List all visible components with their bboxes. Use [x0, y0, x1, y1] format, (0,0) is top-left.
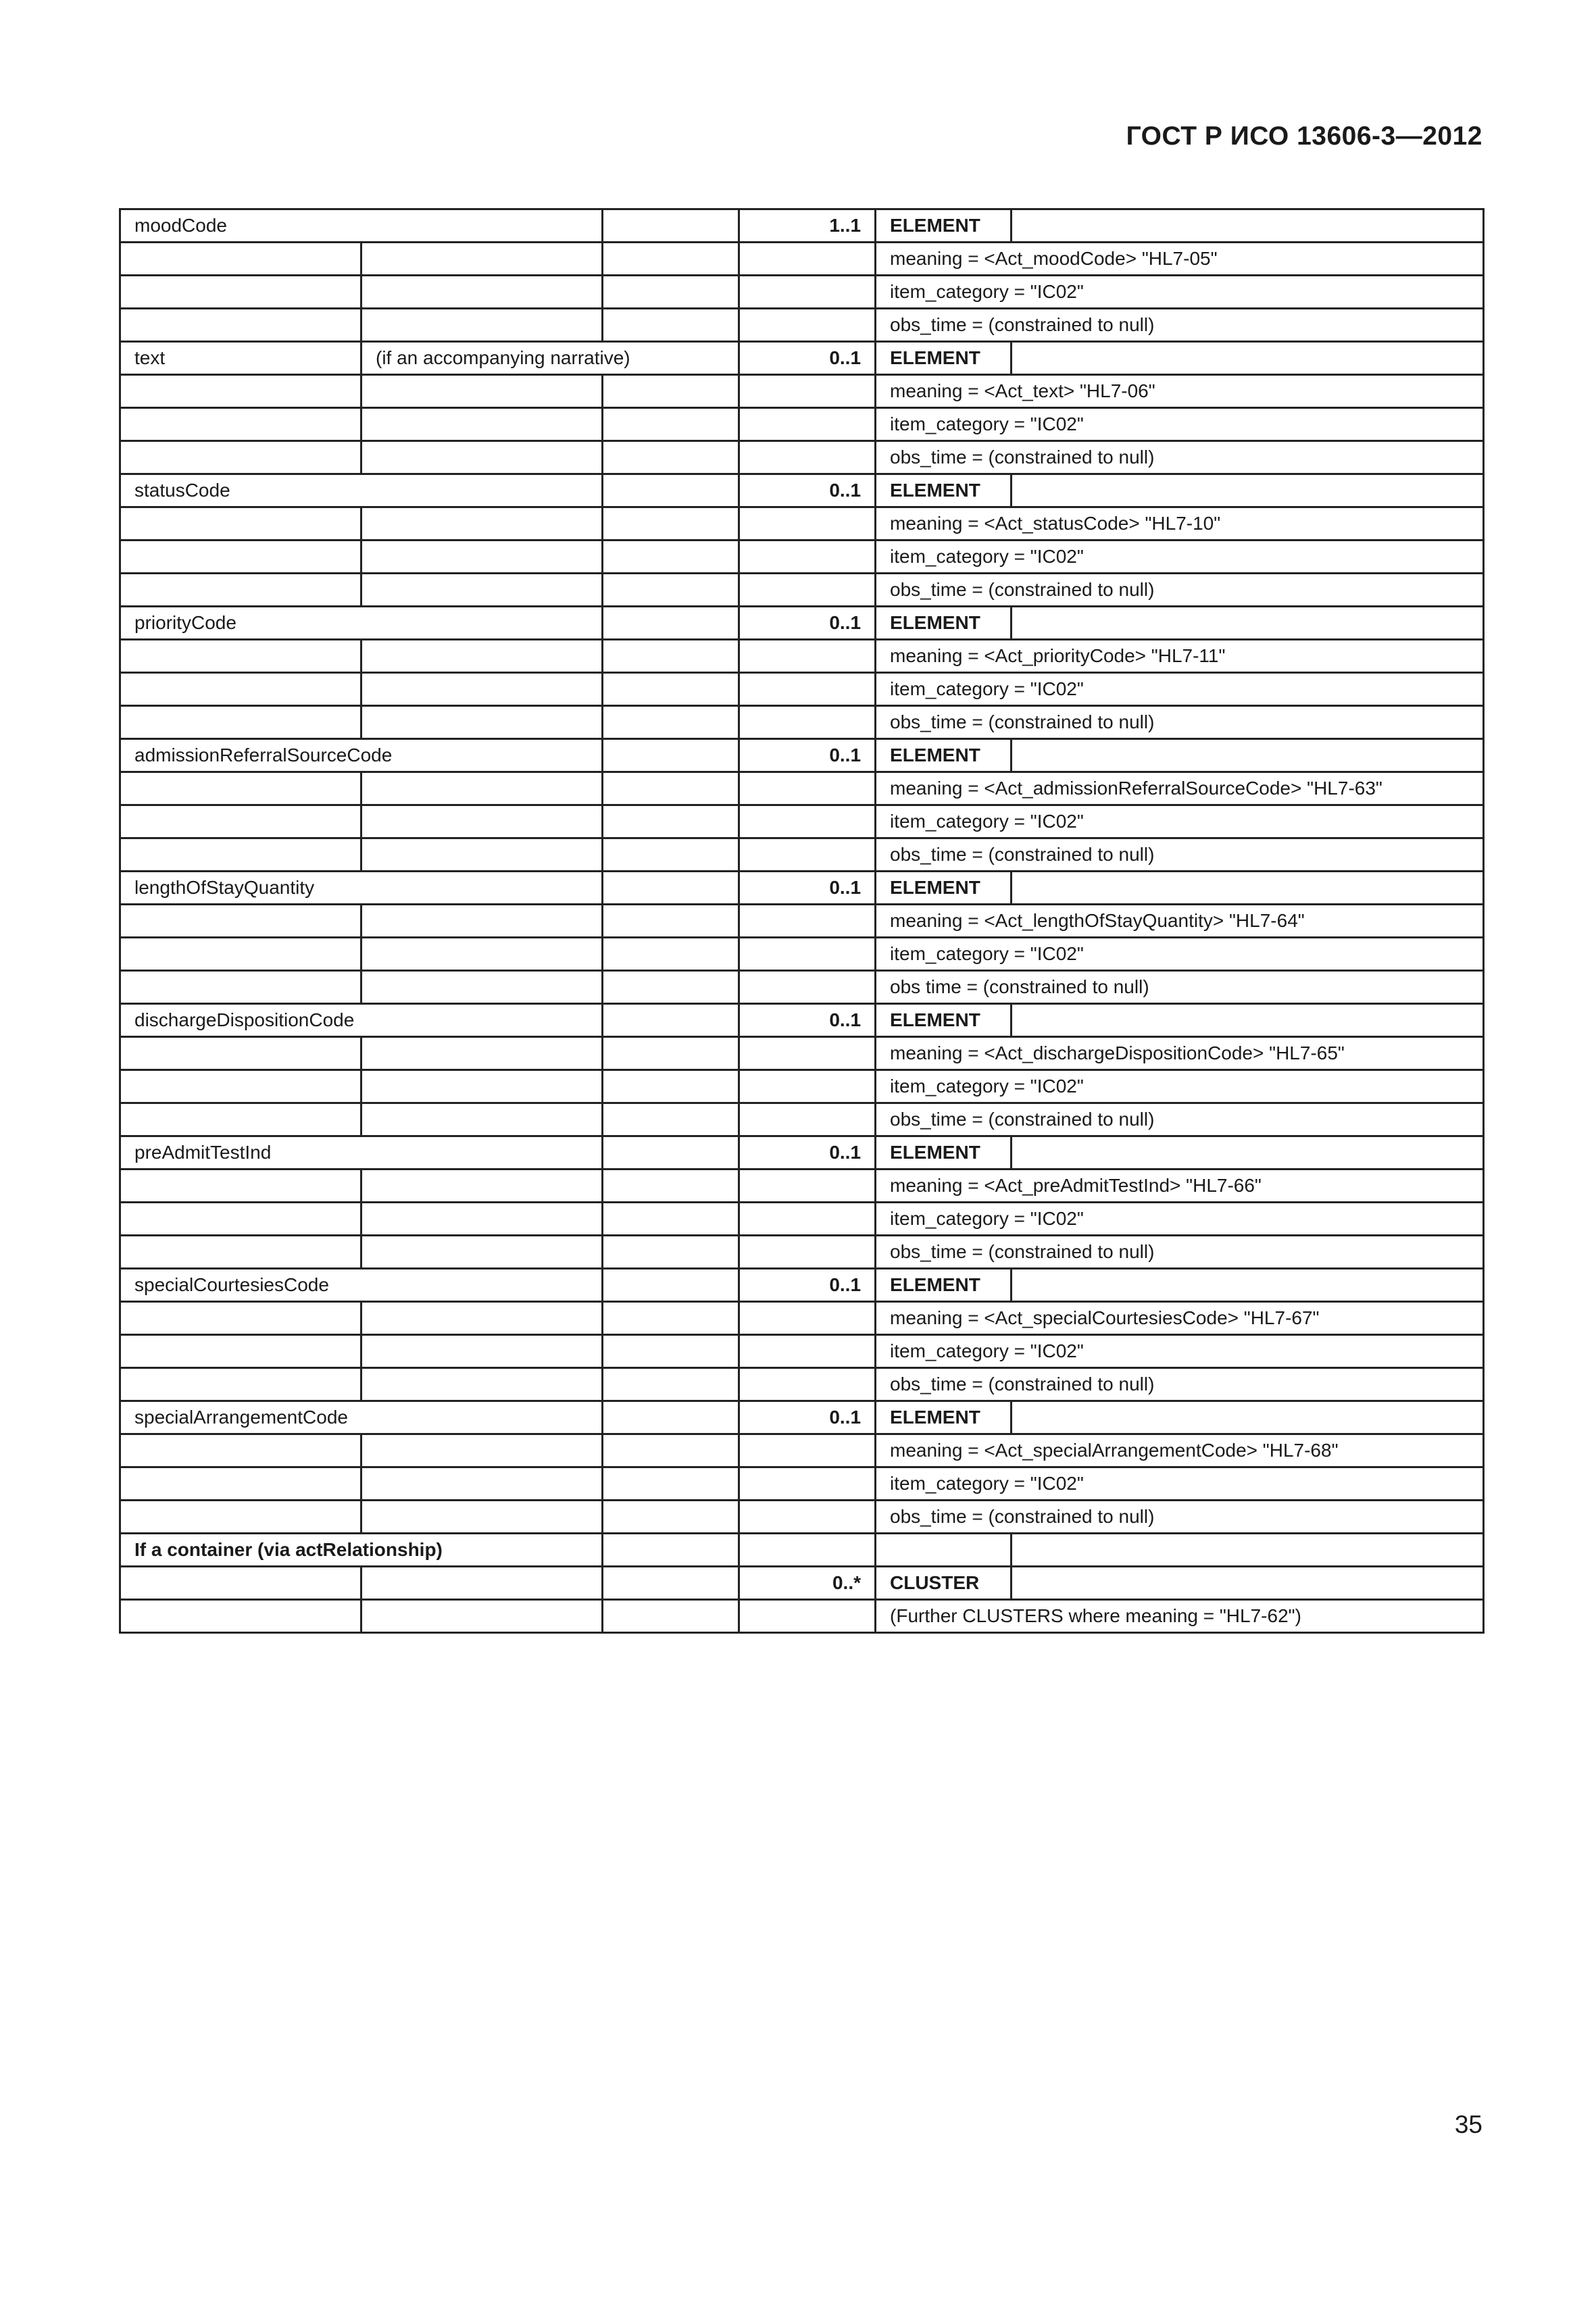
- table-row: [120, 706, 1484, 739]
- detail-cell: item_category = "IC02": [876, 1467, 1484, 1501]
- component-kind-cell: ELEMENT: [876, 1136, 1012, 1169]
- empty-cell: [603, 838, 739, 872]
- empty-cell: [120, 838, 361, 872]
- empty-cell: [361, 805, 603, 838]
- table-row: [120, 1269, 1484, 1302]
- empty-cell: [739, 1203, 876, 1236]
- component-kind-cell: ELEMENT: [876, 209, 1012, 243]
- empty-cell: [739, 706, 876, 739]
- detail-cell: obs_time = (constrained to null): [876, 309, 1484, 342]
- empty-cell: [1012, 474, 1484, 507]
- empty-cell: [1012, 1567, 1484, 1600]
- multiplicity-cell: 0..1: [739, 872, 876, 905]
- table-row: [120, 1434, 1484, 1467]
- empty-cell: [361, 540, 603, 574]
- attribute-note-cell: (if an accompanying narrative): [361, 342, 739, 375]
- empty-cell: [120, 938, 361, 971]
- empty-cell: [120, 1600, 361, 1633]
- detail-cell: item_category = "IC02": [876, 673, 1484, 706]
- detail-cell: meaning = <Act_text> "HL7-06": [876, 375, 1484, 408]
- detail-cell: item_category = "IC02": [876, 1070, 1484, 1103]
- detail-cell: obs_time = (constrained to null): [876, 1103, 1484, 1136]
- multiplicity-cell: 0..1: [739, 1401, 876, 1434]
- detail-cell: obs_time = (constrained to null): [876, 441, 1484, 474]
- empty-cell: [603, 640, 739, 673]
- mapping-table-body: [120, 209, 1484, 1633]
- empty-cell: [603, 706, 739, 739]
- empty-cell: [603, 1335, 739, 1368]
- empty-cell: [1012, 872, 1484, 905]
- empty-cell: [120, 640, 361, 673]
- attribute-name-cell: lengthOfStayQuantity: [120, 872, 603, 905]
- detail-cell: obs_time = (constrained to null): [876, 838, 1484, 872]
- empty-cell: [739, 1534, 876, 1567]
- table-row: [120, 342, 1484, 375]
- empty-cell: [120, 1467, 361, 1501]
- attribute-name-cell: statusCode: [120, 474, 603, 507]
- empty-cell: [603, 905, 739, 938]
- empty-cell: [120, 1434, 361, 1467]
- table-row: [120, 243, 1484, 276]
- component-kind-cell: CLUSTER: [876, 1567, 1012, 1600]
- table-row: [120, 441, 1484, 474]
- empty-cell: [739, 1501, 876, 1534]
- empty-cell: [361, 276, 603, 309]
- empty-cell: [603, 209, 739, 243]
- empty-cell: [739, 938, 876, 971]
- table-row: [120, 1203, 1484, 1236]
- component-kind-cell: ELEMENT: [876, 474, 1012, 507]
- table-row: [120, 574, 1484, 607]
- empty-cell: [1012, 1534, 1484, 1567]
- document-header: ГОСТ Р ИСО 13606-3—2012: [1126, 122, 1482, 151]
- empty-cell: [120, 1203, 361, 1236]
- table-row: [120, 1236, 1484, 1269]
- empty-cell: [739, 1070, 876, 1103]
- attribute-name-cell: text: [120, 342, 361, 375]
- table-row: [120, 309, 1484, 342]
- empty-cell: [361, 772, 603, 805]
- empty-cell: [603, 673, 739, 706]
- empty-cell: [120, 574, 361, 607]
- empty-cell: [603, 507, 739, 540]
- multiplicity-cell: 0..1: [739, 342, 876, 375]
- table-row: [120, 607, 1484, 640]
- table-row: [120, 905, 1484, 938]
- empty-cell: [361, 1600, 603, 1633]
- empty-cell: [120, 408, 361, 441]
- component-kind-cell: ELEMENT: [876, 1269, 1012, 1302]
- empty-cell: [361, 673, 603, 706]
- empty-cell: [739, 408, 876, 441]
- table-row: [120, 540, 1484, 574]
- empty-cell: [739, 805, 876, 838]
- component-kind-cell: ELEMENT: [876, 1004, 1012, 1037]
- empty-cell: [603, 1302, 739, 1335]
- empty-cell: [739, 1169, 876, 1203]
- empty-cell: [120, 1501, 361, 1534]
- empty-cell: [603, 1070, 739, 1103]
- detail-cell: meaning = <Act_statusCode> "HL7-10": [876, 507, 1484, 540]
- table-row: [120, 739, 1484, 772]
- detail-cell: meaning = <Act_specialCourtesiesCode> "HL7-67": [876, 1302, 1484, 1335]
- empty-cell: [876, 1534, 1012, 1567]
- empty-cell: [120, 1169, 361, 1203]
- empty-cell: [1012, 1136, 1484, 1169]
- table-row: [120, 673, 1484, 706]
- table-row: [120, 474, 1484, 507]
- table-row: [120, 1070, 1484, 1103]
- empty-cell: [603, 607, 739, 640]
- empty-cell: [361, 640, 603, 673]
- empty-cell: [739, 1434, 876, 1467]
- component-kind-cell: ELEMENT: [876, 1401, 1012, 1434]
- empty-cell: [361, 574, 603, 607]
- empty-cell: [739, 574, 876, 607]
- empty-cell: [361, 507, 603, 540]
- multiplicity-cell: 0..1: [739, 739, 876, 772]
- detail-cell: meaning = <Act_preAdmitTestInd> "HL7-66": [876, 1169, 1484, 1203]
- empty-cell: [603, 1401, 739, 1434]
- empty-cell: [361, 1203, 603, 1236]
- empty-cell: [603, 872, 739, 905]
- empty-cell: [361, 1467, 603, 1501]
- empty-cell: [739, 309, 876, 342]
- empty-cell: [120, 772, 361, 805]
- empty-cell: [603, 1203, 739, 1236]
- detail-cell: item_category = "IC02": [876, 276, 1484, 309]
- table-row: [120, 1169, 1484, 1203]
- empty-cell: [603, 1467, 739, 1501]
- table-row: [120, 507, 1484, 540]
- empty-cell: [603, 408, 739, 441]
- empty-cell: [739, 507, 876, 540]
- attribute-name-cell: admissionReferralSourceCode: [120, 739, 603, 772]
- empty-cell: [361, 441, 603, 474]
- empty-cell: [361, 1434, 603, 1467]
- table-row: [120, 209, 1484, 243]
- detail-cell: item_category = "IC02": [876, 938, 1484, 971]
- empty-cell: [361, 309, 603, 342]
- empty-cell: [603, 1368, 739, 1401]
- detail-cell: item_category = "IC02": [876, 408, 1484, 441]
- empty-cell: [739, 1335, 876, 1368]
- empty-cell: [739, 905, 876, 938]
- empty-cell: [120, 971, 361, 1004]
- table-row: [120, 1567, 1484, 1600]
- detail-cell: item_category = "IC02": [876, 540, 1484, 574]
- empty-cell: [603, 772, 739, 805]
- empty-cell: [361, 1567, 603, 1600]
- detail-cell: meaning = <Act_lengthOfStayQuantity> "HL7-64": [876, 905, 1484, 938]
- multiplicity-cell: 0..1: [739, 1136, 876, 1169]
- empty-cell: [120, 673, 361, 706]
- empty-cell: [603, 375, 739, 408]
- empty-cell: [603, 1600, 739, 1633]
- empty-cell: [120, 1037, 361, 1070]
- table-row: [120, 375, 1484, 408]
- detail-cell: obs time = (constrained to null): [876, 971, 1484, 1004]
- empty-cell: [1012, 739, 1484, 772]
- empty-cell: [739, 971, 876, 1004]
- empty-cell: [120, 1567, 361, 1600]
- table-row: [120, 872, 1484, 905]
- page-number: 35: [1454, 2111, 1482, 2138]
- detail-cell: obs_time = (constrained to null): [876, 574, 1484, 607]
- empty-cell: [603, 574, 739, 607]
- detail-cell: meaning = <Act_moodCode> "HL7-05": [876, 243, 1484, 276]
- empty-cell: [120, 309, 361, 342]
- component-kind-cell: ELEMENT: [876, 607, 1012, 640]
- empty-cell: [1012, 1401, 1484, 1434]
- empty-cell: [1012, 342, 1484, 375]
- empty-cell: [739, 838, 876, 872]
- empty-cell: [1012, 1269, 1484, 1302]
- empty-cell: [603, 1534, 739, 1567]
- empty-cell: [120, 540, 361, 574]
- table-row: [120, 1037, 1484, 1070]
- empty-cell: [739, 1368, 876, 1401]
- empty-cell: [120, 1335, 361, 1368]
- empty-cell: [603, 309, 739, 342]
- table-row: [120, 1136, 1484, 1169]
- empty-cell: [361, 1103, 603, 1136]
- detail-cell: obs_time = (constrained to null): [876, 1368, 1484, 1401]
- empty-cell: [120, 243, 361, 276]
- empty-cell: [361, 838, 603, 872]
- empty-cell: [603, 1236, 739, 1269]
- empty-cell: [361, 1037, 603, 1070]
- empty-cell: [1012, 209, 1484, 243]
- empty-cell: [603, 1567, 739, 1600]
- empty-cell: [739, 1302, 876, 1335]
- empty-cell: [361, 971, 603, 1004]
- empty-cell: [739, 1037, 876, 1070]
- empty-cell: [361, 706, 603, 739]
- attribute-name-cell: priorityCode: [120, 607, 603, 640]
- empty-cell: [739, 673, 876, 706]
- empty-cell: [603, 1004, 739, 1037]
- table-row: [120, 1534, 1484, 1567]
- attribute-name-cell: dischargeDispositionCode: [120, 1004, 603, 1037]
- empty-cell: [739, 1103, 876, 1136]
- empty-cell: [603, 971, 739, 1004]
- detail-cell: item_category = "IC02": [876, 805, 1484, 838]
- empty-cell: [120, 1070, 361, 1103]
- empty-cell: [361, 1236, 603, 1269]
- empty-cell: [120, 1236, 361, 1269]
- empty-cell: [120, 805, 361, 838]
- empty-cell: [361, 938, 603, 971]
- empty-cell: [603, 474, 739, 507]
- detail-cell: item_category = "IC02": [876, 1203, 1484, 1236]
- table-row: [120, 938, 1484, 971]
- empty-cell: [739, 1600, 876, 1633]
- empty-cell: [361, 375, 603, 408]
- multiplicity-cell: 0..1: [739, 474, 876, 507]
- detail-cell: meaning = <Act_dischargeDispositionCode> "HL7-65": [876, 1037, 1484, 1070]
- component-kind-cell: ELEMENT: [876, 739, 1012, 772]
- empty-cell: [603, 739, 739, 772]
- table-row: [120, 1103, 1484, 1136]
- empty-cell: [361, 408, 603, 441]
- empty-cell: [739, 772, 876, 805]
- detail-cell: obs_time = (constrained to null): [876, 706, 1484, 739]
- empty-cell: [739, 1467, 876, 1501]
- empty-cell: [739, 441, 876, 474]
- empty-cell: [120, 507, 361, 540]
- empty-cell: [603, 938, 739, 971]
- empty-cell: [361, 1070, 603, 1103]
- mapping-table: [119, 208, 1485, 1634]
- component-kind-cell: ELEMENT: [876, 872, 1012, 905]
- empty-cell: [361, 1302, 603, 1335]
- empty-cell: [603, 276, 739, 309]
- attribute-name-cell: moodCode: [120, 209, 603, 243]
- table-row: [120, 276, 1484, 309]
- detail-cell: meaning = <Act_admissionReferralSourceCode> "HL7-63": [876, 772, 1484, 805]
- multiplicity-cell: 0..*: [739, 1567, 876, 1600]
- empty-cell: [603, 1501, 739, 1534]
- empty-cell: [120, 905, 361, 938]
- empty-cell: [361, 1335, 603, 1368]
- attribute-name-cell: specialCourtesiesCode: [120, 1269, 603, 1302]
- empty-cell: [739, 640, 876, 673]
- table-row: [120, 971, 1484, 1004]
- empty-cell: [120, 276, 361, 309]
- empty-cell: [120, 375, 361, 408]
- empty-cell: [120, 1302, 361, 1335]
- empty-cell: [603, 1103, 739, 1136]
- table-row: [120, 1302, 1484, 1335]
- empty-cell: [603, 1169, 739, 1203]
- attribute-name-cell: specialArrangementCode: [120, 1401, 603, 1434]
- empty-cell: [603, 441, 739, 474]
- table-row: [120, 1368, 1484, 1401]
- table-row: [120, 640, 1484, 673]
- multiplicity-cell: 0..1: [739, 1269, 876, 1302]
- detail-cell: item_category = "IC02": [876, 1335, 1484, 1368]
- table-row: [120, 1401, 1484, 1434]
- table-row: [120, 1501, 1484, 1534]
- empty-cell: [739, 1236, 876, 1269]
- detail-cell: meaning = <Act_specialArrangementCode> "HL7-68": [876, 1434, 1484, 1467]
- empty-cell: [603, 1037, 739, 1070]
- empty-cell: [361, 905, 603, 938]
- empty-cell: [120, 441, 361, 474]
- multiplicity-cell: 1..1: [739, 209, 876, 243]
- table-row: [120, 772, 1484, 805]
- empty-cell: [739, 540, 876, 574]
- detail-cell: meaning = <Act_priorityCode> "HL7-11": [876, 640, 1484, 673]
- table-row: [120, 1600, 1484, 1633]
- empty-cell: [120, 1103, 361, 1136]
- table-row: [120, 805, 1484, 838]
- detail-cell: obs_time = (constrained to null): [876, 1501, 1484, 1534]
- section-heading-cell: If a container (via actRelationship): [120, 1534, 603, 1567]
- empty-cell: [1012, 1004, 1484, 1037]
- table-row: [120, 408, 1484, 441]
- multiplicity-cell: 0..1: [739, 1004, 876, 1037]
- table-row: [120, 1467, 1484, 1501]
- empty-cell: [120, 706, 361, 739]
- empty-cell: [1012, 607, 1484, 640]
- empty-cell: [603, 1434, 739, 1467]
- empty-cell: [603, 805, 739, 838]
- table-row: [120, 838, 1484, 872]
- empty-cell: [739, 243, 876, 276]
- empty-cell: [739, 276, 876, 309]
- multiplicity-cell: 0..1: [739, 607, 876, 640]
- empty-cell: [361, 243, 603, 276]
- empty-cell: [361, 1501, 603, 1534]
- component-kind-cell: ELEMENT: [876, 342, 1012, 375]
- empty-cell: [603, 1136, 739, 1169]
- empty-cell: [603, 1269, 739, 1302]
- empty-cell: [603, 540, 739, 574]
- table-row: [120, 1335, 1484, 1368]
- empty-cell: [120, 1368, 361, 1401]
- empty-cell: [361, 1368, 603, 1401]
- table-row: [120, 1004, 1484, 1037]
- attribute-name-cell: preAdmitTestInd: [120, 1136, 603, 1169]
- empty-cell: [739, 375, 876, 408]
- detail-cell: obs_time = (constrained to null): [876, 1236, 1484, 1269]
- empty-cell: [603, 243, 739, 276]
- detail-cell: (Further CLUSTERS where meaning = "HL7-62"): [876, 1600, 1484, 1633]
- empty-cell: [361, 1169, 603, 1203]
